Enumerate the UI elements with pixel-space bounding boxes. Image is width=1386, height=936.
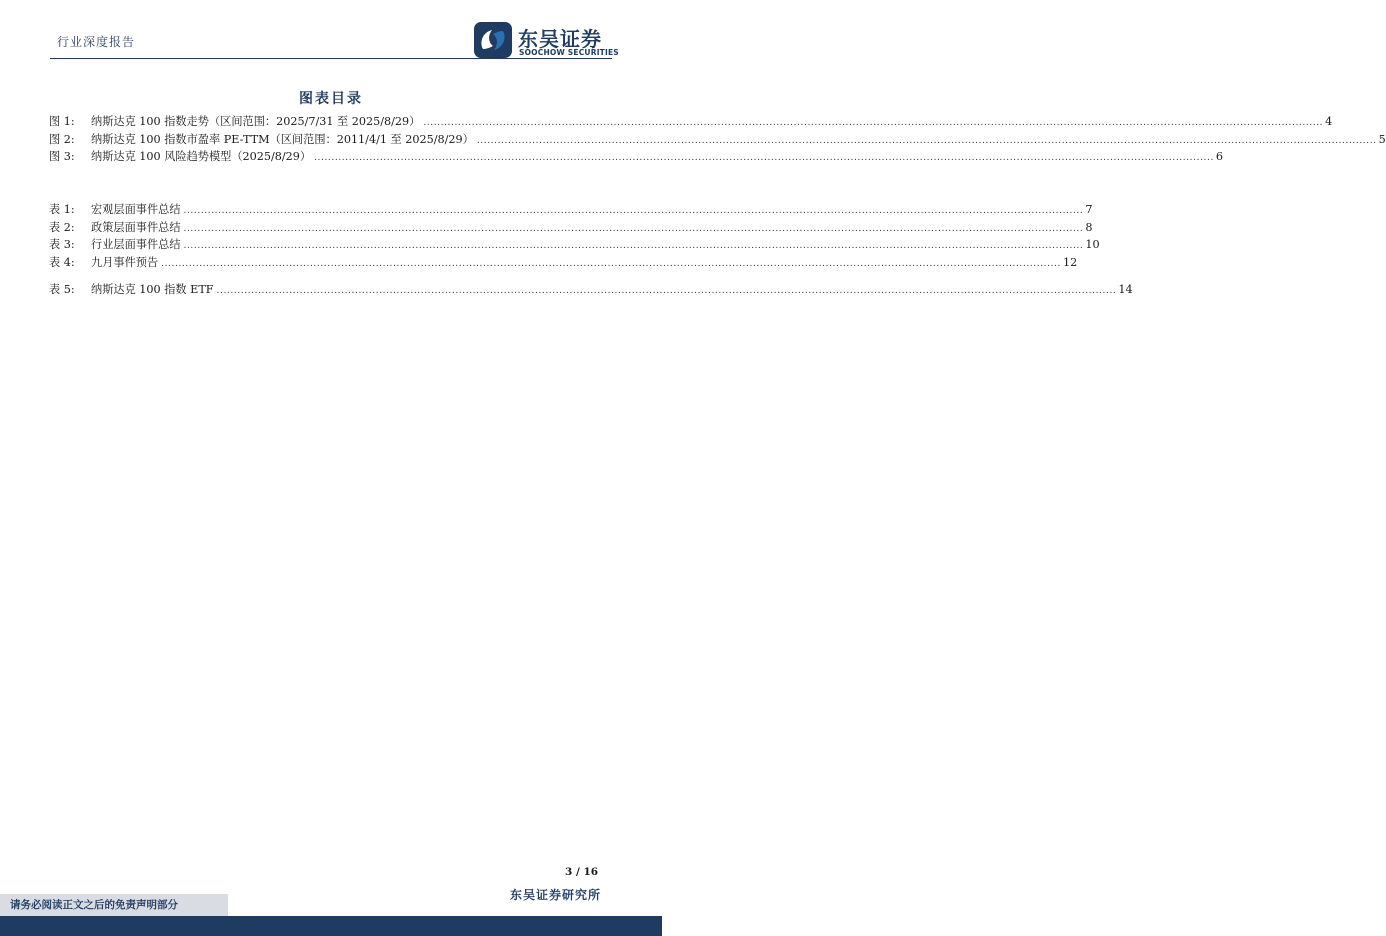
toc-entry-label: 图 1: xyxy=(49,115,75,128)
toc-entry-title: 行业层面事件总结 xyxy=(91,238,181,251)
company-logo xyxy=(474,22,619,58)
logo-name-en: SOOCHOW SECURITIES xyxy=(519,48,619,57)
footer-firm-name: 东吴证券研究所 xyxy=(510,888,602,902)
toc-entry-page: 6 xyxy=(1215,150,1224,163)
dot-leader: .................................................................................................................................................................................................................................................................... xyxy=(183,241,1084,251)
toc-entry-label: 表 3: xyxy=(49,238,75,251)
toc-title: 图表目录 xyxy=(299,91,363,107)
toc-entry-title: 纳斯达克 100 风险趋势模型（2025/8/29） xyxy=(91,150,312,163)
dot-leader: .................................................................................................................................................................................................................................................................... xyxy=(161,258,1061,269)
dot-leader: .................................................................................................................................................................................................................................................................... xyxy=(423,118,1324,128)
dot-leader: .................................................................................................................................................................................................................................................................... xyxy=(183,206,1084,216)
report-type-label: 行业深度报告 xyxy=(57,35,136,49)
toc-entry-title: 政策层面事件总结 xyxy=(91,220,181,234)
header-divider xyxy=(50,58,612,59)
toc-entry-title: 纳斯达克 100 指数 ETF xyxy=(91,283,214,296)
etf-table-list xyxy=(49,281,1133,299)
figure-list xyxy=(49,113,1386,166)
toc-entry[interactable] xyxy=(49,201,1093,219)
toc-entry-page: 5 xyxy=(1378,132,1386,146)
dot-leader: .................................................................................................................................................................................................................................................................... xyxy=(183,223,1084,234)
toc-entry[interactable] xyxy=(49,281,1133,299)
toc-entry-label: 表 2: xyxy=(49,220,75,234)
disclaimer-notice: 请务必阅读正文之后的免责声明部分 xyxy=(0,894,228,916)
dot-leader: .................................................................................................................................................................................................................................................................... xyxy=(216,286,1117,296)
toc-entry-page: 4 xyxy=(1325,115,1333,128)
toc-entry-title: 宏观层面事件总结 xyxy=(91,203,181,216)
toc-entry[interactable] xyxy=(49,148,1224,166)
table-list xyxy=(49,201,1100,271)
toc-entry[interactable] xyxy=(49,236,1100,254)
toc-entry-page: 7 xyxy=(1085,203,1093,216)
toc-entry[interactable] xyxy=(49,219,1093,237)
toc-entry-label: 表 4: xyxy=(49,255,75,269)
toc-entry-label: 图 3: xyxy=(49,150,75,163)
toc-entry-label: 图 2: xyxy=(49,132,75,146)
toc-entry-page: 10 xyxy=(1085,238,1100,251)
toc-entry-page: 12 xyxy=(1062,255,1078,269)
toc-entry-title: 纳斯达克 100 指数走势（区间范围：2025/7/31 至 2025/8/29） xyxy=(91,115,421,128)
toc-entry-page: 14 xyxy=(1118,283,1133,296)
logo-name-cn: 东吴证券 xyxy=(518,27,602,51)
toc-entry-title: 纳斯达克 100 指数市盈率 PE-TTM（区间范围：2011/4/1 至 2025/8/29） xyxy=(91,132,474,146)
toc-entry[interactable] xyxy=(49,254,1078,272)
toc-entry[interactable] xyxy=(49,113,1333,131)
toc-entry-label: 表 1: xyxy=(49,203,75,216)
toc-entry-title: 九月事件预告 xyxy=(91,255,159,269)
footer-bar xyxy=(0,916,662,936)
page-indicator: 3 / 16 xyxy=(565,866,599,878)
toc-entry[interactable] xyxy=(49,131,1386,149)
toc-entry-label: 表 5: xyxy=(49,283,75,296)
dot-leader: .................................................................................................................................................................................................................................................................... xyxy=(476,135,1377,146)
toc-entry-page: 8 xyxy=(1085,220,1093,234)
logo-mark-icon xyxy=(474,22,512,58)
dot-leader: .................................................................................................................................................................................................................................................................... xyxy=(314,153,1214,163)
